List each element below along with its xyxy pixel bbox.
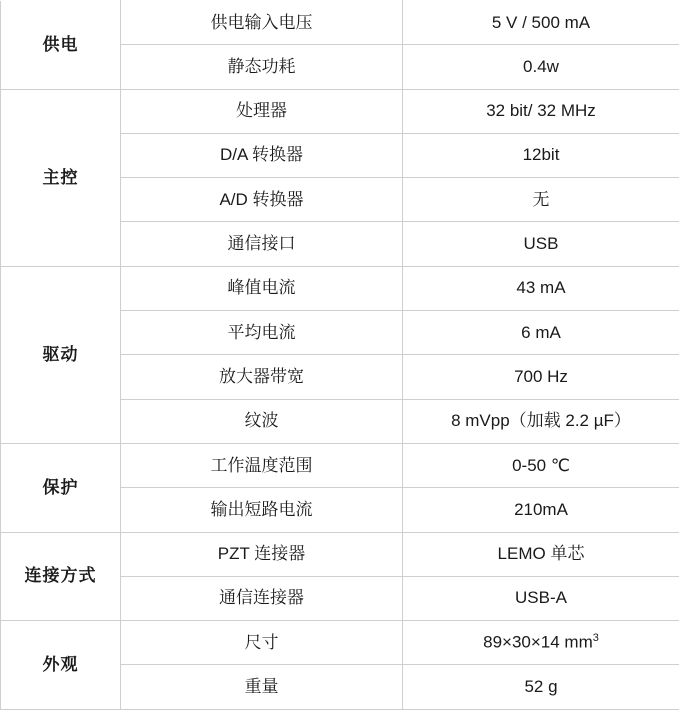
item-cell: 工作温度范围 — [121, 443, 403, 487]
item-cell: 尺寸 — [121, 621, 403, 665]
value-cell: 52 g — [403, 665, 679, 709]
value-cell: 0.4w — [403, 45, 679, 89]
item-cell: 通信接口 — [121, 222, 403, 266]
category-cell: 保护 — [1, 443, 121, 532]
table-body — [1, 1, 679, 710]
table-row — [1, 532, 679, 576]
value-cell: 6 mA — [403, 311, 679, 355]
item-cell: 通信连接器 — [121, 576, 403, 620]
item-cell: D/A 转换器 — [121, 133, 403, 177]
item-cell: 平均电流 — [121, 311, 403, 355]
item-cell: 供电输入电压 — [121, 1, 403, 45]
item-cell: PZT 连接器 — [121, 532, 403, 576]
value-cell: 12bit — [403, 133, 679, 177]
table-row — [1, 89, 679, 133]
item-cell: 放大器带宽 — [121, 355, 403, 399]
category-cell: 驱动 — [1, 266, 121, 443]
item-cell: 输出短路电流 — [121, 488, 403, 532]
table-row — [1, 266, 679, 310]
value-cell: 0-50 ℃ — [403, 443, 679, 487]
category-cell: 供电 — [1, 1, 121, 90]
value-cell: 32 bit/ 32 MHz — [403, 89, 679, 133]
category-cell: 主控 — [1, 89, 121, 266]
category-cell: 连接方式 — [1, 532, 121, 621]
category-cell: 外观 — [1, 621, 121, 710]
value-cell: 5 V / 500 mA — [403, 1, 679, 45]
item-cell: 峰值电流 — [121, 266, 403, 310]
table-row — [1, 1, 679, 45]
item-cell: 处理器 — [121, 89, 403, 133]
value-cell: USB — [403, 222, 679, 266]
value-cell: 210mA — [403, 488, 679, 532]
item-cell: A/D 转换器 — [121, 178, 403, 222]
value-cell: LEMO 单芯 — [403, 532, 679, 576]
item-cell: 静态功耗 — [121, 45, 403, 89]
value-cell: 8 mVpp（加载 2.2 µF） — [403, 399, 679, 443]
value-cell: 无 — [403, 178, 679, 222]
value-superscript: 3 — [593, 632, 599, 644]
item-cell: 纹波 — [121, 399, 403, 443]
value-cell — [403, 621, 679, 665]
value-cell: 700 Hz — [403, 355, 679, 399]
table-row — [1, 621, 679, 665]
table-row — [1, 443, 679, 487]
item-cell: 重量 — [121, 665, 403, 709]
value-cell: USB-A — [403, 576, 679, 620]
value-cell: 43 mA — [403, 266, 679, 310]
value-text: 89×30×14 mm — [483, 633, 593, 652]
